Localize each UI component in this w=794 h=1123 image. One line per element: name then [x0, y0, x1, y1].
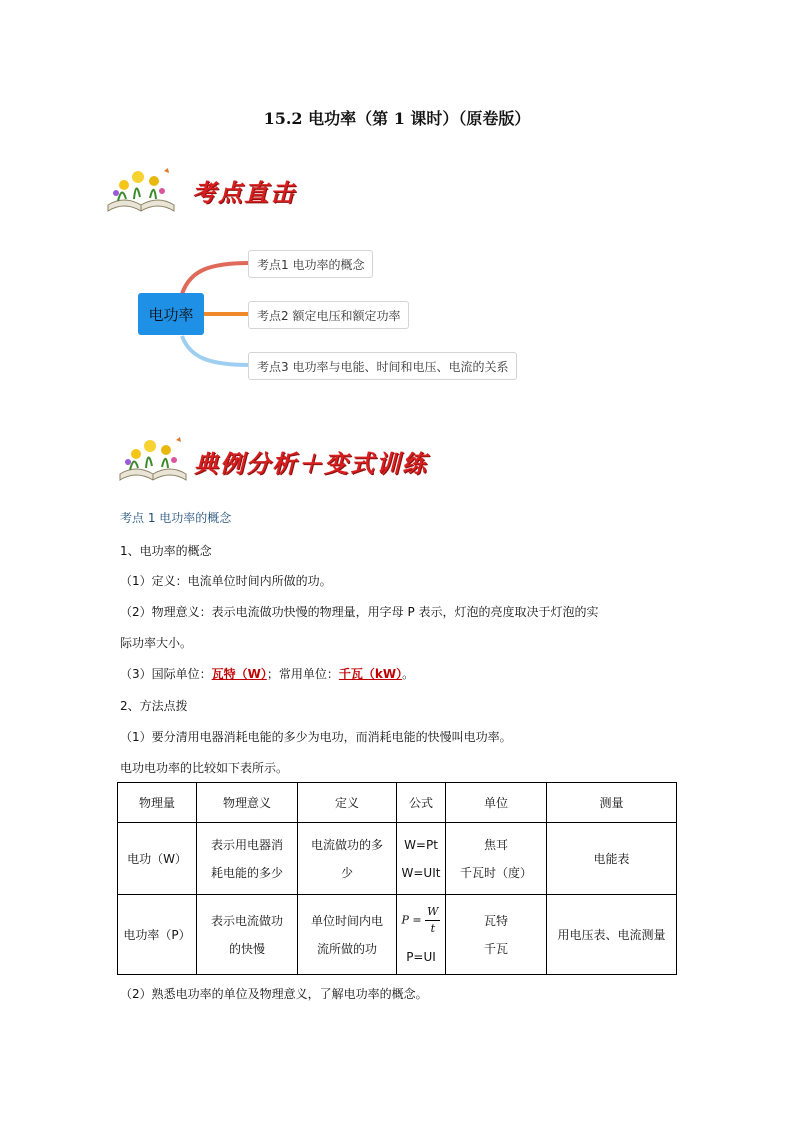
cell-line: 少	[340, 865, 353, 880]
formula: W=UIt	[401, 865, 441, 880]
cell-line: 流所做的功	[316, 941, 377, 956]
power-formula	[401, 898, 441, 943]
units-prefix: （3）国际单位：	[120, 667, 212, 681]
table-header-cell: 定义	[298, 783, 397, 823]
comparison-table	[117, 782, 677, 975]
table-cell	[298, 895, 397, 975]
table-header-cell: 测量	[547, 783, 677, 823]
units-paragraph	[120, 665, 414, 682]
paragraph: （2）熟悉电功率的单位及物理意义，了解电功率的概念。	[120, 987, 428, 1001]
table-cell: 电能表	[547, 823, 677, 895]
fraction	[425, 904, 440, 937]
common-unit: 千瓦（kW）	[338, 667, 403, 681]
table-cell	[298, 823, 397, 895]
paragraph: 际功率大小。	[120, 636, 193, 650]
table-cell: 用电压表、电流测量	[547, 895, 677, 975]
fraction-denominator: t	[430, 922, 436, 935]
paragraph: （1）要分清用电器消耗电能的多少为电功，而消耗电能的快慢叫电功率。	[120, 730, 512, 744]
table-cell	[446, 895, 547, 975]
mindmap-node-1: 考点1 电功率的概念	[248, 250, 373, 278]
table-header-cell: 物理意义	[197, 783, 298, 823]
cell-line: 的快慢	[228, 941, 265, 956]
cell-line: 表示用电器消	[210, 837, 283, 852]
paragraph: 2、方法点拨	[120, 699, 188, 713]
mindmap-center-node: 电功率	[138, 293, 204, 335]
table-header-cell: 公式	[397, 783, 446, 823]
paragraph: 电功电功率的比较如下表所示。	[120, 761, 289, 775]
table-cell	[197, 823, 298, 895]
open-book-flowers-icon	[104, 165, 178, 215]
cell-line: 单位时间内电	[310, 913, 383, 928]
table-cell	[397, 895, 446, 975]
cell-line: 耗电能的多少	[210, 865, 283, 880]
cell-line: 瓦特	[483, 913, 508, 928]
table-cell: 电功（W）	[118, 823, 197, 895]
fraction-numerator: W	[425, 904, 440, 921]
table-cell	[397, 823, 446, 895]
banner-title: 考点直击	[192, 178, 296, 207]
formula-lhs: P =	[401, 913, 422, 927]
paragraph: （2）物理意义：表示电流做功快慢的物理量，用字母 P 表示，灯泡的亮度取决于灯泡的实	[120, 605, 599, 619]
units-suffix: 。	[402, 667, 415, 681]
open-book-flowers-icon	[116, 434, 190, 484]
table-cell	[197, 895, 298, 975]
cell-line: 千瓦时（度）	[459, 865, 532, 880]
units-mid: ；常用单位：	[266, 667, 339, 681]
banner-title: 典例分析＋变式训练	[194, 449, 428, 478]
topic-heading: 考点 1 电功率的概念	[120, 511, 232, 525]
formula: P=UI	[406, 950, 436, 964]
table-header-cell: 物理量	[118, 783, 197, 823]
table-row	[118, 895, 677, 975]
table-cell: 电功率（P）	[118, 895, 197, 975]
document-title: 15.2 电功率（第 1 课时）（原卷版）	[263, 109, 531, 128]
cell-line: 千瓦	[483, 941, 508, 956]
table-header-cell: 单位	[446, 783, 547, 823]
mindmap-node-2: 考点2 额定电压和额定功率	[248, 301, 409, 329]
cell-line: 电流做功的多	[310, 837, 383, 852]
cell-line: 表示电流做功	[210, 913, 283, 928]
table-header-row	[118, 783, 677, 823]
si-unit: 瓦特（W）	[211, 667, 267, 681]
table-row	[118, 823, 677, 895]
table-cell	[446, 823, 547, 895]
paragraph: 1、电功率的概念	[120, 544, 212, 558]
cell-line: 焦耳	[483, 837, 508, 852]
formula: W=Pt	[404, 837, 438, 852]
mindmap-node-3: 考点3 电功率与电能、时间和电压、电流的关系	[248, 352, 517, 380]
paragraph: （1）定义：电流单位时间内所做的功。	[120, 574, 332, 588]
